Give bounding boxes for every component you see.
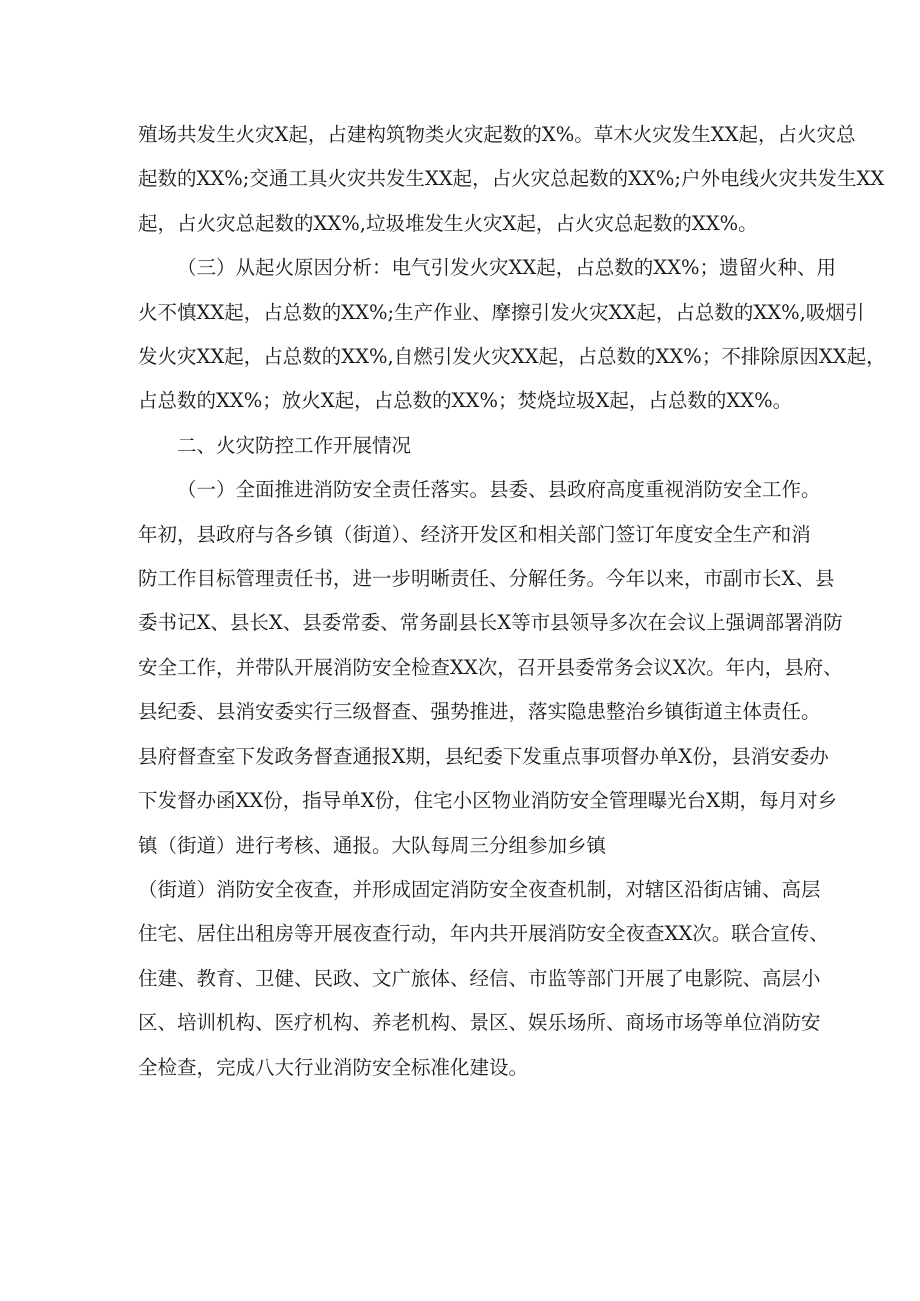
- text-line: 委书记X、县长X、县委常委、常务副县长X等市县领导多次在会议上强调部署消防: [138, 611, 843, 635]
- text-line: （一）全面推进消防安全责任落实。县委、县政府高度重视消防安全工作。: [177, 478, 821, 502]
- text-line: 安全工作，并带队开展消防安全检查XX次，召开县委常务会议X次。年内，县府、: [138, 655, 843, 679]
- text-line: 全检查，完成八大行业消防安全标准化建设。: [138, 1055, 529, 1079]
- text-line: 县纪委、县消安委实行三级督查、强势推进，落实隐患整治乡镇街道主体责任。: [138, 700, 821, 724]
- document-body: [138, 113, 886, 1090]
- text-line: 发火灾XX起，占总数的XX%,自燃引发火灾XX起，占总数的XX%；不排除原因XX起，: [138, 345, 886, 369]
- text-line: 占总数的XX%；放火X起，占总数的XX%；焚烧垃圾X起，占总数的XX%。: [138, 389, 793, 413]
- text-line: 火不慎XX起，占总数的XX%;生产作业、摩擦引发火灾XX起，占总数的XX%,吸烟引: [138, 300, 865, 324]
- text-line: （三）从起火原因分析：电气引发火灾XX起，占总数的XX%；遗留火种、用: [177, 256, 837, 280]
- text-line: 住建、教育、卫健、民政、文广旅体、经信、市监等部门开展了电影院、高层小: [138, 966, 821, 990]
- text-line: 防工作目标管理责任书，进一步明晰责任、分解任务。今年以来，市副市长X、县: [138, 567, 835, 591]
- text-line: 下发督办函XX份，指导单X份，住宅小区物业消防安全管理曝光台X期，每月对乡: [138, 789, 838, 813]
- text-line: 二、火灾防控工作开展情况: [177, 433, 412, 457]
- text-line: （街道）消防安全夜查，并形成固定消防安全夜查机制，对辖区沿街店铺、高层: [138, 877, 821, 901]
- text-line: 殖场共发生火灾X起，占建构筑物类火灾起数的X%。草木火灾发生XX起，占火灾总: [138, 123, 856, 146]
- text-line: 住宅、居住出租房等开展夜查行动，年内共开展消防安全夜查XX次。联合宣传、: [138, 922, 829, 946]
- text-line: 年初，县政府与各乡镇（街道）、经济开发区和相关部门签订年度安全生产和消: [138, 522, 811, 546]
- text-line: 区、培训机构、医疗机构、养老机构、景区、娱乐场所、商场市场等单位消防安: [138, 1011, 821, 1035]
- text-line: 县府督查室下发政务督查通报X期，县纪委下发重点事项督办单X份，县消安委办: [138, 744, 829, 768]
- text-line: 起数的XX%;交通工具火灾共发生XX起，占火灾总起数的XX%;户外电线火灾共发生XX: [138, 167, 885, 191]
- text-line: 镇（街道）进行考核、通报。大队每周三分组参加乡镇: [138, 833, 607, 857]
- text-line: 起，占火灾总起数的XX%,垃圾堆发生火灾X起，占火灾总起数的XX%。: [138, 211, 758, 235]
